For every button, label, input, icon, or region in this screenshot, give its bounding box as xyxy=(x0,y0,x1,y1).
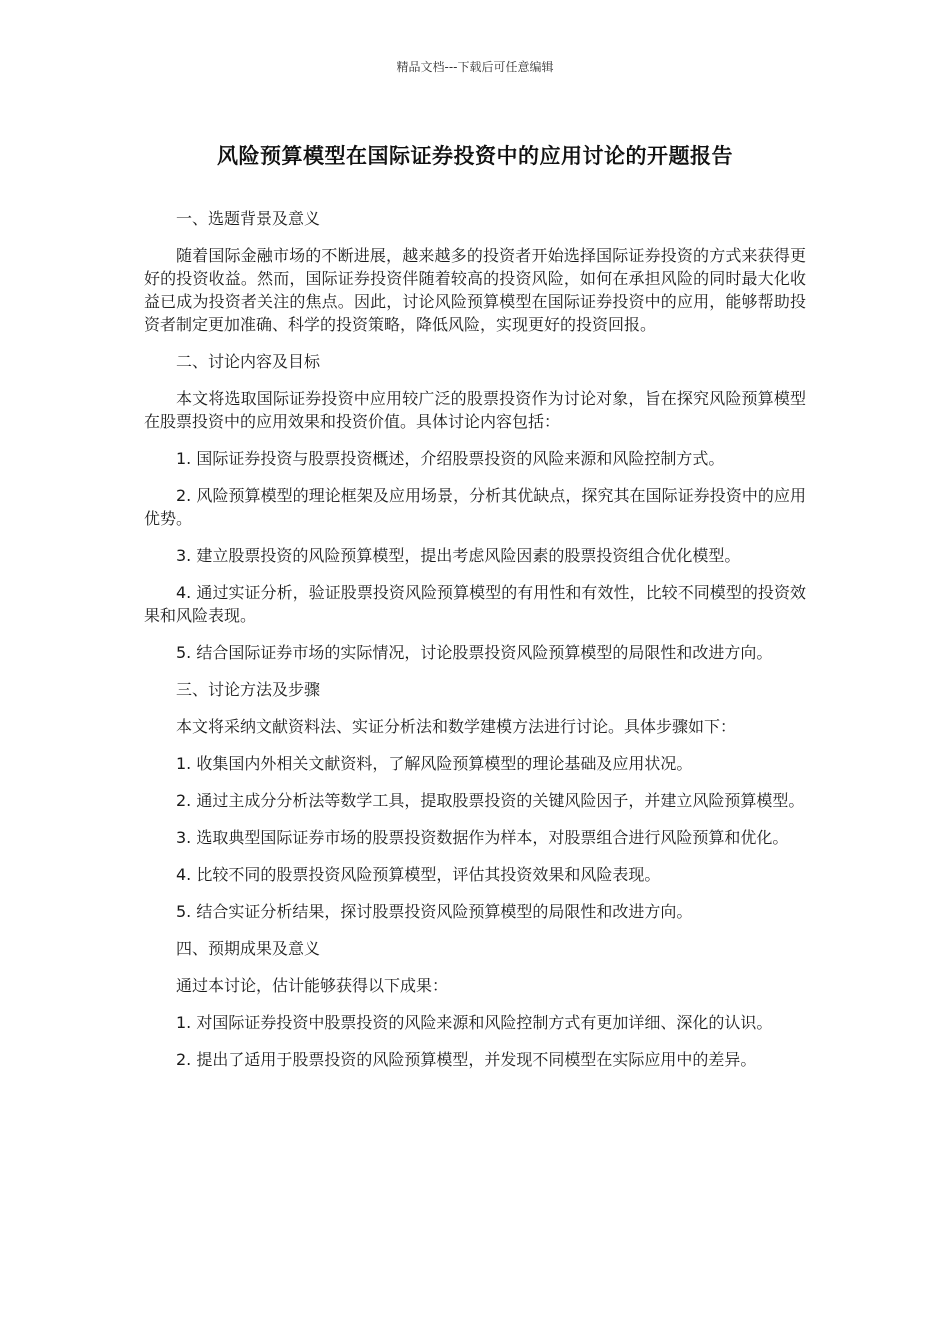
paragraph-content-intro: 本文将选取国际证券投资中应用较广泛的股票投资作为讨论对象，旨在探究风险预算模型在股票投资中的应用效果和投资价值。具体讨论内容包括： xyxy=(144,389,806,431)
page-header: 精品文档---下载后可任意编辑 xyxy=(396,60,554,74)
section-heading-method: 三、讨论方法及步骤 xyxy=(176,680,321,699)
list-item-method-4: 4. 比较不同的股票投资风险预算模型，评估其投资效果和风险表现。 xyxy=(176,865,661,884)
list-item-method-2: 2. 通过主成分分析法等数学工具，提取股票投资的关键风险因子，并建立风险预算模型。 xyxy=(176,791,805,810)
section-heading-background: 一、选题背景及意义 xyxy=(176,209,321,228)
list-item-outcome-1: 1. 对国际证券投资中股票投资的风险来源和风险控制方式有更加详细、深化的认识。 xyxy=(176,1013,773,1032)
list-item-method-3: 3. 选取典型国际证券市场的股票投资数据作为样本，对股票组合进行风险预算和优化。 xyxy=(176,828,789,847)
list-item-method-5: 5. 结合实证分析结果，探讨股票投资风险预算模型的局限性和改进方向。 xyxy=(176,902,693,921)
list-item-method-1: 1. 收集国内外相关文献资料，了解风险预算模型的理论基础及应用状况。 xyxy=(176,754,693,773)
list-item-outcome-2: 2. 提出了适用于股票投资的风险预算模型，并发现不同模型在实际应用中的差异。 xyxy=(176,1050,757,1069)
list-item-content-2: 2. 风险预算模型的理论框架及应用场景，分析其优缺点，探究其在国际证券投资中的应用优势。 xyxy=(144,486,806,528)
list-item-content-3: 3. 建立股票投资的风险预算模型，提出考虑风险因素的股票投资组合优化模型。 xyxy=(176,546,741,565)
document-title: 风险预算模型在国际证券投资中的应用讨论的开题报告 xyxy=(217,144,733,168)
list-item-content-1: 1. 国际证券投资与股票投资概述，介绍股票投资的风险来源和风险控制方式。 xyxy=(176,449,725,468)
paragraph-method-intro: 本文将采纳文献资料法、实证分析法和数学建模方法进行讨论。具体步骤如下： xyxy=(176,717,737,736)
paragraph-background: 随着国际金融市场的不断进展，越来越多的投资者开始选择国际证券投资的方式来获得更好的投资收益。然而，国际证券投资伴随着较高的投资风险，如何在承担风险的同时最大化收益已成为投资者关注的焦点。因此，讨论风险预算模型在国际证券投资中的应用，能够帮助投资者制定更加准确、科学的投资策略，降低风险，实现更好的投资回报。 xyxy=(144,246,806,334)
document-body xyxy=(144,207,806,1085)
section-heading-outcomes: 四、预期成果及意义 xyxy=(176,939,321,958)
list-item-content-4: 4. 通过实证分析，验证股票投资风险预算模型的有用性和有效性，比较不同模型的投资效果和风险表现。 xyxy=(144,583,806,625)
list-item-content-5: 5. 结合国际证券市场的实际情况，讨论股票投资风险预算模型的局限性和改进方向。 xyxy=(176,643,773,662)
section-heading-content: 二、讨论内容及目标 xyxy=(176,352,321,371)
paragraph-outcomes-intro: 通过本讨论，估计能够获得以下成果： xyxy=(176,976,449,995)
